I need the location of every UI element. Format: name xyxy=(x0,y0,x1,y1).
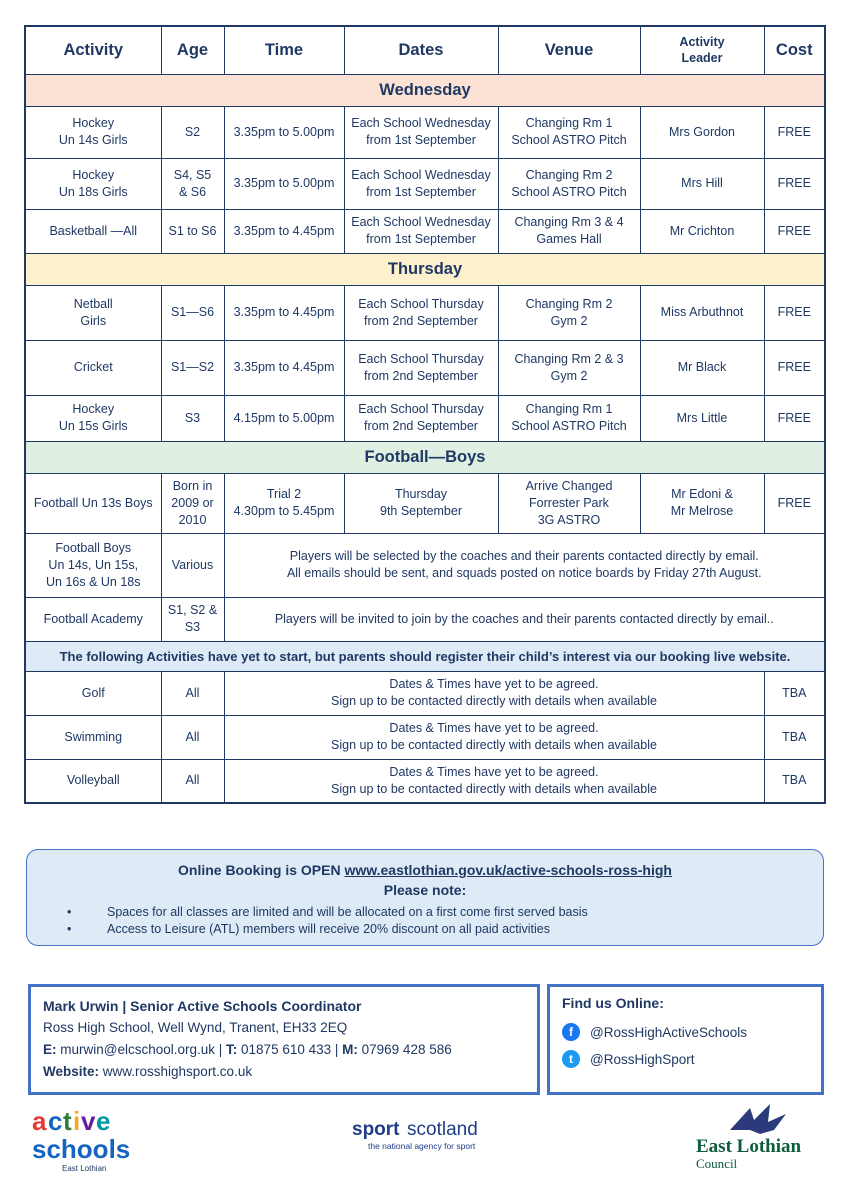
table-row xyxy=(25,285,825,340)
cell-time: 4.15pm to 5.00pm xyxy=(224,395,344,441)
cell-leader: Mr Crichton xyxy=(640,209,764,253)
cell-cost: FREE xyxy=(764,285,825,340)
cell-age: S3 xyxy=(161,395,224,441)
cell-note: Dates & Times have yet to be agreed. Sign up to be contacted directly with details when available xyxy=(224,715,764,759)
cell-note: Dates & Times have yet to be agreed. Sign up to be contacted directly with details when available xyxy=(224,759,764,803)
cell-age: S4, S5 & S6 xyxy=(161,158,224,209)
phone-number: 01875 610 433 | xyxy=(237,1042,343,1057)
table-row xyxy=(25,533,825,597)
booking-prefix: Online Booking is OPEN xyxy=(178,862,345,878)
cell-dates: Thursday 9th September xyxy=(344,473,498,533)
cell-cost: FREE xyxy=(764,473,825,533)
contact-name: Mark Urwin | Senior Active Schools Coordinator xyxy=(43,998,362,1014)
table-row xyxy=(25,715,825,759)
table-row xyxy=(25,671,825,715)
cell-age: Various xyxy=(161,533,224,597)
cell-venue: Changing Rm 2 School ASTRO Pitch xyxy=(498,158,640,209)
find-us-online-box xyxy=(547,984,824,1095)
header-time: Time xyxy=(224,26,344,74)
cell-age: S2 xyxy=(161,106,224,158)
header-row xyxy=(25,26,825,74)
cell-age: All xyxy=(161,759,224,803)
logo-sport-tag: the national agency for sport xyxy=(368,1141,476,1151)
cell-time: 3.35pm to 5.00pm xyxy=(224,158,344,209)
cell-age: All xyxy=(161,671,224,715)
cell-venue: Changing Rm 1 School ASTRO Pitch xyxy=(498,395,640,441)
cell-activity: Netball Girls xyxy=(25,285,161,340)
website-link[interactable]: www.rosshighsport.co.uk xyxy=(99,1064,253,1079)
table-row xyxy=(25,106,825,158)
cell-cost: TBA xyxy=(764,671,825,715)
cell-leader: Mrs Little xyxy=(640,395,764,441)
cell-dates: Each School Thursday from 2nd September xyxy=(344,285,498,340)
cell-time: Trial 2 4.30pm to 5.45pm xyxy=(224,473,344,533)
cell-age: S1—S6 xyxy=(161,285,224,340)
header-venue: Venue xyxy=(498,26,640,74)
cell-leader: Mr Edoni & Mr Melrose xyxy=(640,473,764,533)
bird-icon xyxy=(730,1104,786,1134)
table-row xyxy=(25,473,825,533)
cell-dates: Each School Thursday from 2nd September xyxy=(344,340,498,395)
cell-time: 3.35pm to 4.45pm xyxy=(224,340,344,395)
cell-note: Players will be selected by the coaches and their parents contacted directly by email. All emails should be sent, and squads posted on notice boards by Friday 27th August. xyxy=(224,533,825,597)
facebook-icon: f xyxy=(562,1023,580,1041)
cell-age: All xyxy=(161,715,224,759)
cell-dates: Each School Wednesday from 1st September xyxy=(344,106,498,158)
cell-age: S1—S2 xyxy=(161,340,224,395)
section-thursday: Thursday xyxy=(25,253,825,285)
bullet-icon: • xyxy=(67,905,72,919)
logo-letter: i xyxy=(73,1106,81,1136)
logo-letter: t xyxy=(63,1106,72,1136)
cell-leader: Mrs Gordon xyxy=(640,106,764,158)
logo-letter: a xyxy=(32,1106,47,1136)
schedule-table xyxy=(24,25,826,804)
table-row xyxy=(25,209,825,253)
table-row xyxy=(25,340,825,395)
logo-letter: e xyxy=(96,1106,111,1136)
cell-time: 3.35pm to 4.45pm xyxy=(224,285,344,340)
section-wednesday: Wednesday xyxy=(25,74,825,106)
booking-notice: The following Activities have yet to start, but parents should register their child’s interest via our booking live website. xyxy=(25,641,825,671)
logo-sport-rest: scotland xyxy=(407,1119,478,1140)
cell-cost: FREE xyxy=(764,395,825,441)
cell-cost: TBA xyxy=(764,759,825,803)
find-us-heading: Find us Online: xyxy=(562,995,664,1011)
cell-activity: Hockey Un 18s Girls xyxy=(25,158,161,209)
header-dates: Dates xyxy=(344,26,498,74)
note-text: Spaces for all classes are limited and will be allocated on a first come first served basis xyxy=(107,905,588,919)
header-leader: Activity Leader xyxy=(640,26,764,74)
cell-activity: Football Academy xyxy=(25,597,161,641)
cell-cost: TBA xyxy=(764,715,825,759)
note-text: Access to Leisure (ATL) members will receive 20% discount on all paid activities xyxy=(107,922,551,936)
logo-line2: schools xyxy=(32,1134,131,1164)
phone-label: T: xyxy=(226,1042,238,1057)
logo-sport-bold: sport xyxy=(352,1119,400,1140)
email-link[interactable]: murwin@elcschool.org.uk | xyxy=(56,1042,227,1057)
header-age: Age xyxy=(161,26,224,74)
cell-activity: Football Un 13s Boys xyxy=(25,473,161,533)
cell-activity: Football Boys Un 14s, Un 15s, Un 16s & Un 18s xyxy=(25,533,161,597)
cell-venue: Arrive Changed Forrester Park 3G ASTRO xyxy=(498,473,640,533)
cell-activity: Volleyball xyxy=(25,759,161,803)
cell-venue: Changing Rm 3 & 4 Games Hall xyxy=(498,209,640,253)
list-item xyxy=(67,904,588,921)
twitter-handle: @RossHighSport xyxy=(590,1051,695,1067)
logo-letter: c xyxy=(48,1106,63,1136)
cell-activity: Hockey Un 14s Girls xyxy=(25,106,161,158)
booking-headline xyxy=(27,862,823,878)
list-item xyxy=(67,921,588,938)
cell-venue: Changing Rm 2 & 3 Gym 2 xyxy=(498,340,640,395)
cell-activity: Swimming xyxy=(25,715,161,759)
cell-dates: Each School Wednesday from 1st September xyxy=(344,209,498,253)
table-row xyxy=(25,158,825,209)
cell-activity: Golf xyxy=(25,671,161,715)
cell-leader: Mr Black xyxy=(640,340,764,395)
cell-note: Dates & Times have yet to be agreed. Sign up to be contacted directly with details when available xyxy=(224,671,764,715)
booking-notes-list xyxy=(67,904,588,938)
cell-time: 3.35pm to 5.00pm xyxy=(224,106,344,158)
cell-dates: Each School Wednesday from 1st September xyxy=(344,158,498,209)
facebook-handle: @RossHighActiveSchools xyxy=(590,1024,748,1040)
contact-website xyxy=(43,1061,525,1083)
cell-age: Born in 2009 or 2010 xyxy=(161,473,224,533)
logo-el-line2: Council xyxy=(696,1156,738,1171)
header-activity: Activity xyxy=(25,26,161,74)
logo-line3: East Lothian xyxy=(62,1164,107,1173)
contact-details xyxy=(43,1039,525,1061)
contact-box xyxy=(28,984,540,1095)
cell-age: S1, S2 & S3 xyxy=(161,597,224,641)
active-schools-logo xyxy=(30,1102,140,1174)
table-row xyxy=(25,759,825,803)
website-label: Website: xyxy=(43,1064,100,1079)
cell-leader: Mrs Hill xyxy=(640,158,764,209)
mobile-label: M: xyxy=(342,1042,358,1057)
cell-activity: Cricket xyxy=(25,340,161,395)
email-label: E: xyxy=(43,1042,57,1057)
cell-activity: Basketball —All xyxy=(25,209,161,253)
east-lothian-council-logo xyxy=(690,1100,825,1180)
bullet-icon: • xyxy=(67,922,72,936)
section-football: Football—Boys xyxy=(25,441,825,473)
facebook-link[interactable] xyxy=(562,1023,809,1041)
header-cost: Cost xyxy=(764,26,825,74)
cell-activity: Hockey Un 15s Girls xyxy=(25,395,161,441)
sportscotland-logo xyxy=(350,1117,510,1157)
cell-venue: Changing Rm 1 School ASTRO Pitch xyxy=(498,106,640,158)
table-row xyxy=(25,597,825,641)
table-row xyxy=(25,395,825,441)
twitter-icon: t xyxy=(562,1050,580,1068)
cell-cost: FREE xyxy=(764,158,825,209)
cell-dates: Each School Thursday from 2nd September xyxy=(344,395,498,441)
twitter-link[interactable] xyxy=(562,1050,809,1068)
logo-letter: v xyxy=(81,1106,96,1136)
cell-leader: Miss Arbuthnot xyxy=(640,285,764,340)
contact-address: Ross High School, Well Wynd, Tranent, EH33 2EQ xyxy=(43,1020,348,1035)
booking-info-box xyxy=(26,849,824,946)
mobile-number: 07969 428 586 xyxy=(357,1042,452,1057)
logo-el-line1: East Lothian xyxy=(696,1136,802,1157)
cell-note: Players will be invited to join by the coaches and their parents contacted directly by email.. xyxy=(224,597,825,641)
cell-cost: FREE xyxy=(764,340,825,395)
cell-venue: Changing Rm 2 Gym 2 xyxy=(498,285,640,340)
cell-age: S1 to S6 xyxy=(161,209,224,253)
cell-cost: FREE xyxy=(764,106,825,158)
cell-time: 3.35pm to 4.45pm xyxy=(224,209,344,253)
please-note-heading: Please note: xyxy=(383,882,467,898)
cell-cost: FREE xyxy=(764,209,825,253)
booking-link[interactable]: www.eastlothian.gov.uk/active-schools-ross-high xyxy=(344,862,672,878)
